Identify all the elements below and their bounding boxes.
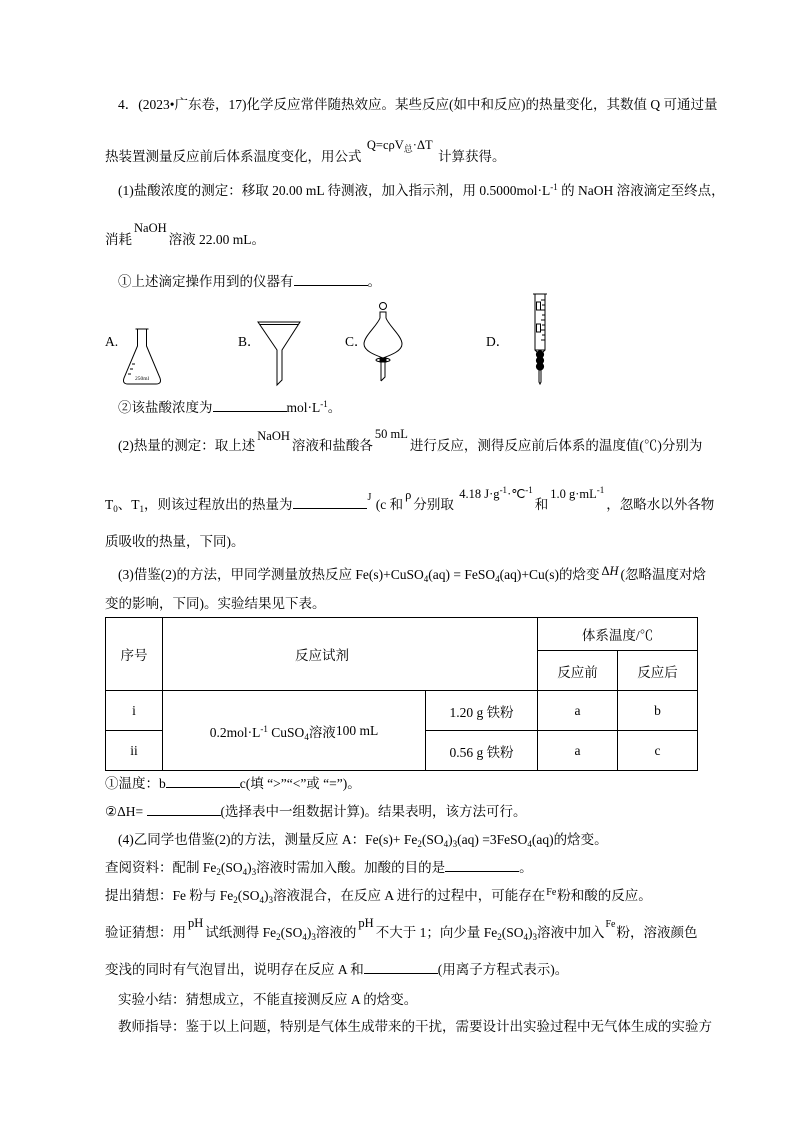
text-run: (SO bbox=[280, 925, 303, 940]
subscript: 4 bbox=[259, 895, 265, 905]
subscript: 4 bbox=[523, 932, 528, 942]
subscript: 3 bbox=[311, 932, 316, 942]
text-run: (选择表中一组数据计算)。结果表明，该方法可行。 bbox=[220, 804, 527, 819]
part4-line-2 bbox=[105, 858, 533, 878]
text-run: (SO bbox=[501, 925, 524, 940]
inline-formula: ρ bbox=[405, 488, 412, 502]
funnel-icon bbox=[255, 318, 305, 388]
cell-before: a bbox=[538, 691, 618, 731]
text-run: T bbox=[105, 497, 114, 512]
part2-line-1 bbox=[118, 427, 703, 456]
part1-line-1 bbox=[118, 181, 725, 201]
answer-blank[interactable] bbox=[364, 960, 438, 974]
subscript: 4 bbox=[242, 867, 248, 877]
subscript: 2 bbox=[276, 932, 281, 942]
specific-heat-formula bbox=[459, 487, 532, 501]
text-run: 溶液中加入 bbox=[536, 925, 605, 940]
formula-text: Δ bbox=[601, 564, 610, 578]
part4-line-5 bbox=[105, 960, 568, 980]
part1-question-2 bbox=[118, 398, 341, 418]
inline-formula: Fe bbox=[546, 887, 557, 898]
text-run: 计算获得。 bbox=[438, 149, 506, 164]
inline-formula: pH bbox=[358, 916, 374, 930]
part4-line-1 bbox=[118, 830, 608, 850]
subscript: 2 bbox=[497, 932, 502, 942]
text-run: ①上述滴定操作用到的仪器有 bbox=[118, 274, 294, 289]
question-stem-line-2 bbox=[105, 138, 506, 167]
results-table bbox=[105, 617, 698, 771]
superscript: -1 bbox=[596, 485, 605, 495]
text-run: ①温度：b bbox=[105, 776, 166, 791]
text-run: ，忽略水以外各物 bbox=[606, 497, 715, 512]
text-run: c(填 “>”“<”或 “=”)。 bbox=[239, 776, 361, 791]
question-stem-line-1: 4．(2023•广东卷，17)化学反应常伴随热效应。某些反应(如中和反应)的热量变化，其数值 Q 可通过量 bbox=[118, 97, 718, 112]
inline-formula: NaOH bbox=[134, 221, 167, 235]
text-run: 进行反应，测得反应前后体系的温度值(℃)分别为 bbox=[409, 438, 703, 453]
separatory-funnel-icon bbox=[360, 300, 408, 385]
text-run: 验证猜想：用 bbox=[105, 925, 186, 940]
subscript: 4 bbox=[495, 574, 500, 584]
superscript: -1 bbox=[550, 182, 558, 192]
answer-blank[interactable] bbox=[293, 495, 367, 509]
part4-line-3 bbox=[105, 886, 652, 906]
subscript: 3 bbox=[251, 867, 257, 877]
text-run: 溶液混合，在反应 A 进行的过程中，可能存在 bbox=[273, 888, 546, 903]
text-run: ) bbox=[527, 925, 533, 940]
inline-formula: NaOH bbox=[257, 429, 290, 443]
formula-text: 4.18 J·g bbox=[459, 487, 500, 501]
text-run: (3)借鉴(2)的方法，甲同学测量放热反应 Fe(s)+CuSO bbox=[118, 567, 424, 582]
conical-flask-icon bbox=[120, 326, 165, 386]
answer-blank[interactable] bbox=[166, 774, 240, 788]
inline-formula: Fe bbox=[605, 919, 616, 930]
cell-iron: 1.20 g 铁粉 bbox=[426, 691, 538, 731]
flask-label: 250ml bbox=[134, 376, 150, 382]
text-run: (aq)的焓变。 bbox=[531, 832, 608, 847]
text-run: 溶液和盐酸各 bbox=[291, 438, 373, 453]
header-temperature: 体系温度/℃ bbox=[538, 618, 698, 651]
text-run: (4)乙同学也借鉴(2)的方法，测量反应 A：Fe(s)+ Fe bbox=[118, 832, 418, 847]
text-run: ) bbox=[247, 860, 252, 875]
header-reagent: 反应试剂 bbox=[163, 618, 538, 691]
text-run: mol·L bbox=[286, 400, 321, 415]
text-run: (SO bbox=[220, 860, 243, 875]
formula-text: Q=cρV bbox=[366, 138, 404, 152]
subscript: 4 bbox=[304, 731, 309, 742]
formula-text: 1.0 g·mL bbox=[550, 487, 597, 501]
answer-blank[interactable] bbox=[294, 272, 368, 286]
text-run: (2)热量的测定：取上述 bbox=[118, 438, 256, 453]
text-run: ) bbox=[448, 832, 453, 847]
density-formula bbox=[550, 487, 604, 501]
header-after: 反应后 bbox=[618, 651, 698, 691]
text-run: (SO bbox=[237, 888, 260, 903]
text-run: 溶液时需加入酸。加酸的目的是 bbox=[256, 860, 446, 875]
inline-formula: 50 mL bbox=[374, 427, 408, 441]
text-run: 变浅的同时有气泡冒出，说明存在反应 A 和 bbox=[105, 962, 364, 977]
subscript: 4 bbox=[302, 932, 307, 942]
cell-after: c bbox=[618, 731, 698, 771]
text-run: 溶液的 bbox=[315, 925, 357, 940]
answer-blank[interactable] bbox=[445, 858, 519, 872]
subscript: 3 bbox=[268, 895, 274, 905]
unit-joule: J bbox=[367, 492, 372, 503]
header-serial: 序号 bbox=[106, 618, 163, 691]
text-run: ) bbox=[306, 925, 312, 940]
part1-question-1 bbox=[118, 272, 381, 292]
cell-after: b bbox=[618, 691, 698, 731]
superscript: -1 bbox=[260, 723, 268, 734]
subscript: 2 bbox=[417, 839, 422, 849]
answer-blank[interactable] bbox=[213, 398, 287, 412]
part4-line-6: 实验小结：猜想成立，不能直接测反应 A 的焓变。 bbox=[118, 992, 418, 1007]
text-run: 溶液 22.00 mL。 bbox=[168, 232, 266, 247]
text-run: ，则该过程放出的热量为 bbox=[144, 497, 293, 512]
table-row bbox=[106, 691, 698, 731]
text-run: (忽略温度对焓 bbox=[620, 567, 707, 582]
subscript: 2 bbox=[233, 895, 238, 905]
formula-text: ·℃ bbox=[507, 487, 526, 501]
part3-line-2: 变的影响，下同)。实验结果见下表。 bbox=[105, 596, 326, 611]
text-run: 的 NaOH 溶液滴定至终点， bbox=[557, 183, 725, 198]
part4-line-7: 教师指导：鉴于以上问题，特别是气体生成带来的干扰，需要设计出实验过程中无气体生成的实验方 bbox=[118, 1019, 712, 1034]
subscript: 2 bbox=[216, 867, 221, 877]
text-run: (aq)+Cu(s)的焓变 bbox=[499, 567, 600, 582]
text-run: ②该盐酸浓度为 bbox=[118, 400, 213, 415]
part3-line-1 bbox=[118, 565, 706, 585]
enthalpy-symbol bbox=[601, 564, 618, 578]
text-run: 。 bbox=[327, 400, 342, 415]
text-run: 和 bbox=[534, 497, 549, 512]
subscript: 4 bbox=[443, 839, 449, 849]
heat-formula bbox=[367, 138, 433, 152]
text-run: ②ΔH= bbox=[105, 804, 147, 819]
option-d-label: D． bbox=[486, 334, 510, 349]
subscript: 3 bbox=[532, 932, 537, 942]
text-run: 0.2mol·L bbox=[209, 724, 261, 740]
text-run: (1)盐酸浓度的测定：移取 20.00 mL 待测液，加入指示剂，用 0.5000mol·L bbox=[118, 183, 551, 198]
formula-text: ·ΔT bbox=[412, 138, 433, 152]
text-run: 热装置测量反应前后体系温度变化，用公式 bbox=[105, 149, 362, 164]
text-run: ) bbox=[264, 888, 269, 903]
option-b-label: B． bbox=[238, 334, 261, 349]
cell-before: a bbox=[538, 731, 618, 771]
cell-reagent bbox=[163, 691, 426, 771]
subscript: 4 bbox=[527, 839, 532, 849]
header-before: 反应前 bbox=[538, 651, 618, 691]
text-run: (SO bbox=[421, 832, 444, 847]
part2-line-3: 质吸收的热量，下同)。 bbox=[105, 534, 245, 549]
text-run: 分别取 bbox=[413, 497, 454, 512]
text-run: 粉和酸的反应。 bbox=[557, 888, 652, 903]
subscript: 3 bbox=[452, 839, 458, 849]
part3-question-1 bbox=[105, 774, 361, 794]
text-run: 。 bbox=[367, 274, 381, 289]
text-run: CuSO bbox=[267, 724, 305, 740]
text-run: 提出猜想：Fe 粉与 Fe bbox=[105, 888, 234, 903]
subscript: 总 bbox=[403, 144, 413, 154]
text-run: (aq) =3FeSO bbox=[457, 832, 528, 847]
text-run: 消耗 bbox=[105, 232, 132, 247]
text-run: (c 和 bbox=[372, 497, 404, 512]
text-run: 、T bbox=[117, 497, 140, 512]
inline-formula: 100 mL bbox=[335, 722, 379, 738]
cell-serial: i bbox=[106, 691, 163, 731]
subscript: 1 bbox=[139, 504, 144, 514]
text-run: (aq) = FeSO bbox=[428, 567, 496, 582]
cell-serial: ii bbox=[106, 731, 163, 771]
text-run: 查阅资料：配制 Fe bbox=[105, 860, 217, 875]
text-run: 。 bbox=[519, 860, 533, 875]
cell-iron: 0.56 g 铁粉 bbox=[426, 731, 538, 771]
superscript: -1 bbox=[320, 399, 328, 409]
superscript: -1 bbox=[499, 485, 508, 495]
text-run: 不大于 1；向少量 Fe bbox=[375, 925, 498, 940]
option-c-label: C． bbox=[345, 334, 368, 349]
subscript: 4 bbox=[423, 574, 429, 584]
text-run: 粉，溶液颜色 bbox=[616, 925, 698, 940]
formula-text: H bbox=[609, 564, 619, 578]
answer-blank[interactable] bbox=[147, 802, 221, 816]
part1-line-2 bbox=[105, 221, 266, 250]
text-run: 溶液 bbox=[308, 724, 336, 740]
text-run: (用离子方程式表示)。 bbox=[437, 962, 569, 977]
part4-line-4 bbox=[105, 916, 698, 943]
superscript: -1 bbox=[525, 485, 533, 495]
text-run: 试纸测得 Fe bbox=[205, 925, 277, 940]
option-a-label: A. bbox=[105, 334, 119, 349]
burette-icon bbox=[528, 290, 554, 386]
subscript: 0 bbox=[113, 504, 118, 514]
part3-question-2 bbox=[105, 802, 527, 822]
inline-formula: pH bbox=[188, 916, 204, 930]
